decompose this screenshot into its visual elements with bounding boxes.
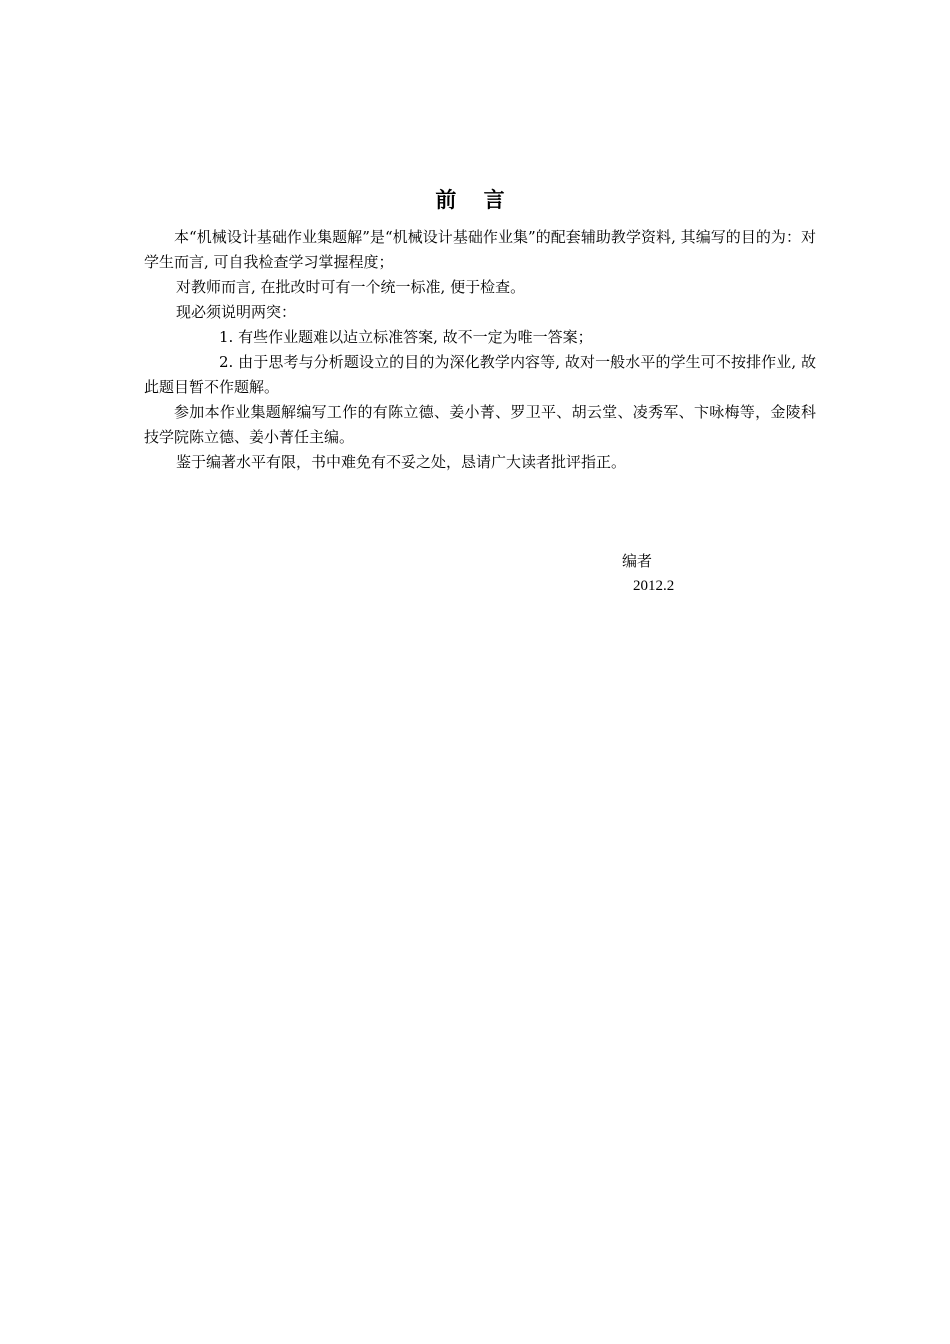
paragraph-purpose: 本“机械设计基础作业集题解”是“机械设计基础作业集”的配套辅助教学资料, 其编写的目的为：对学生而言, 可自我检查学习掌握程度； bbox=[144, 228, 816, 271]
paragraph-authors: 参加本作业集题解编写工作的有陈立德、姜小菁、罗卫平、胡云堂、凌秀军、卞咏梅等，金陵科技学院陈立德、姜小菁任主编。 bbox=[144, 403, 816, 446]
page-title: 前 言 bbox=[435, 187, 515, 212]
list-item-1: 1. 有些作业题难以迠立标准答案, 故不一定为唯一答案； bbox=[219, 328, 593, 346]
paragraph-notes-intro: 现必须说明两突： bbox=[176, 303, 297, 321]
paragraph-apology: 鉴于编著水平有限，书中难免有不妥之处，恳请广大读者批评指正。 bbox=[176, 453, 627, 471]
paragraph-teacher: 对教师而言, 在批改时可有一个统一标准, 便于检查。 bbox=[176, 278, 526, 296]
signature: 编者 bbox=[622, 552, 653, 570]
preface-body bbox=[144, 225, 816, 475]
date: 2012.2 bbox=[633, 578, 675, 594]
list-item-2: 2. 由于思考与分析题设立的目的为深化教学内容等, 故对一般水平的学生可不按排作业, 故此题目暂不作题解。 bbox=[144, 353, 816, 396]
